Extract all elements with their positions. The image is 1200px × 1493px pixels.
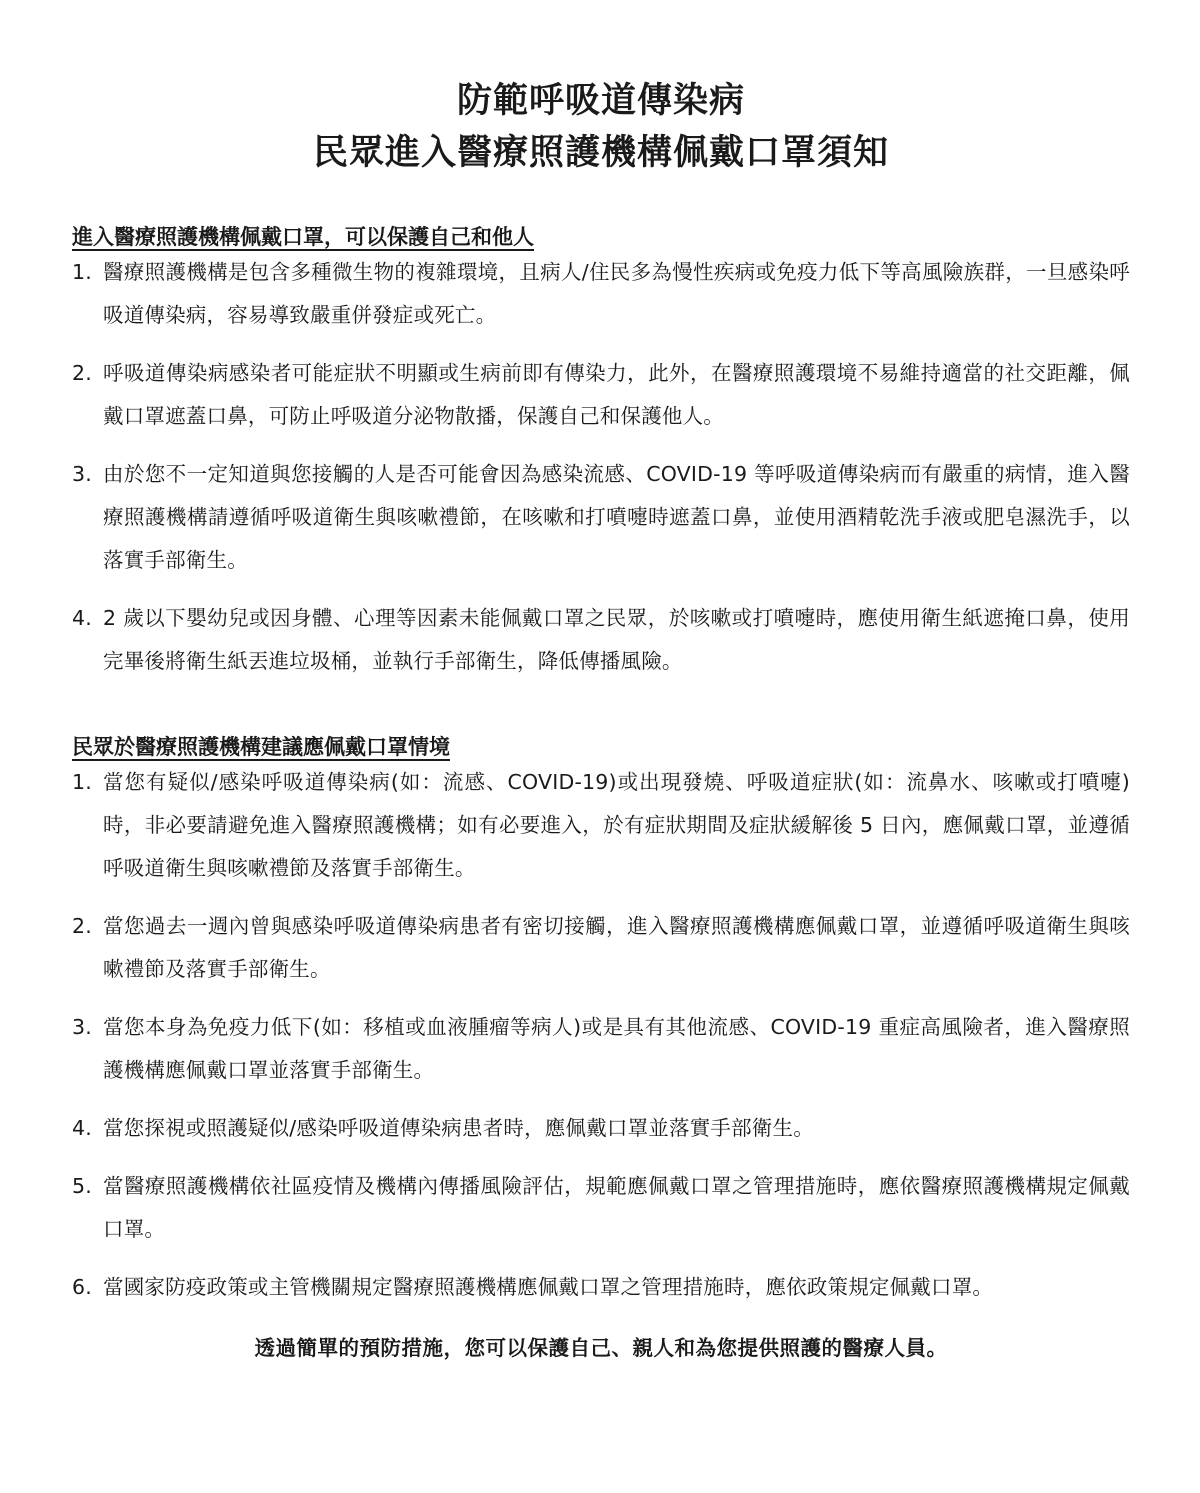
section-1-list <box>72 251 1130 683</box>
item-text: 當醫療照護機構依社區疫情及機構內傳播風險評估，規範應佩戴口罩之管理措施時，應依醫療照護機構規定佩戴口罩。 <box>103 1174 1130 1241</box>
item-text: 當國家防疫政策或主管機關規定醫療照護機構應佩戴口罩之管理措施時，應依政策規定佩戴口罩。 <box>103 1275 994 1299</box>
section-1-heading: 進入醫療照護機構佩戴口罩，可以保護自己和他人 <box>72 225 534 249</box>
list-item <box>72 597 1130 683</box>
list-item <box>72 761 1130 890</box>
item-text: 當您本身為免疫力低下(如：移植或血液腫瘤等病人)或是具有其他流感、COVID-19 重症高風險者，進入醫療照護機構應佩戴口罩並落實手部衛生。 <box>103 1015 1130 1082</box>
section-2-list <box>72 761 1130 1309</box>
item-text: 當您有疑似/感染呼吸道傳染病(如：流感、COVID-19)或出現發燒、呼吸道症狀(如：流鼻水、咳嗽或打噴嚏)時，非必要請避免進入醫療照護機構；如有必要進入，於有症狀期間及症狀緩解後 5 日內，應佩戴口罩，並遵循呼吸道衛生與咳嗽禮節及落實手部衛生。 <box>103 770 1130 880</box>
item-number: 3. <box>72 1015 92 1039</box>
list-item <box>72 251 1130 337</box>
item-number: 3. <box>72 462 92 486</box>
list-item <box>72 1107 1130 1150</box>
item-number: 1. <box>72 770 92 794</box>
item-text: 當您探視或照護疑似/感染呼吸道傳染病患者時，應佩戴口罩並落實手部衛生。 <box>103 1116 814 1140</box>
item-number: 4. <box>72 1116 92 1140</box>
item-text: 由於您不一定知道與您接觸的人是否可能會因為感染流感、COVID-19 等呼吸道傳染病而有嚴重的病情，進入醫療照護機構請遵循呼吸道衛生與咳嗽禮節，在咳嗽和打噴嚏時遮蓋口鼻，並使用酒精乾洗手液或肥皂濕洗手，以落實手部衛生。 <box>103 462 1130 572</box>
list-item <box>72 1006 1130 1092</box>
item-number: 2. <box>72 361 92 385</box>
title-line-2: 民眾進入醫療照護機構佩戴口罩須知 <box>312 133 889 173</box>
item-text: 醫療照護機構是包含多種微生物的複雜環境，且病人/住民多為慢性疾病或免疫力低下等高風險族群，一旦感染呼吸道傳染病，容易導致嚴重併發症或死亡。 <box>103 260 1130 327</box>
item-text: 2 歲以下嬰幼兒或因身體、心理等因素未能佩戴口罩之民眾，於咳嗽或打噴嚏時，應使用衛生紙遮掩口鼻，使用完畢後將衛生紙丟進垃圾桶，並執行手部衛生，降低傳播風險。 <box>103 606 1130 673</box>
item-number: 1. <box>72 260 92 284</box>
item-text: 當您過去一週內曾與感染呼吸道傳染病患者有密切接觸，進入醫療照護機構應佩戴口罩，並遵循呼吸道衛生與咳嗽禮節及落實手部衛生。 <box>103 914 1130 981</box>
item-text: 呼吸道傳染病感染者可能症狀不明顯或生病前即有傳染力，此外，在醫療照護環境不易維持適當的社交距離，佩戴口罩遮蓋口鼻，可防止呼吸道分泌物散播，保護自己和保護他人。 <box>103 361 1130 428</box>
list-item <box>72 905 1130 991</box>
list-item <box>72 352 1130 438</box>
list-item <box>72 1165 1130 1251</box>
list-item <box>72 453 1130 582</box>
section-2-heading: 民眾於醫療照護機構建議應佩戴口罩情境 <box>72 735 450 759</box>
list-item <box>72 1266 1130 1309</box>
title-line-1: 防範呼吸道傳染病 <box>456 81 745 121</box>
closing-statement: 透過簡單的預防措施，您可以保護自己、親人和為您提供照護的醫療人員。 <box>254 1336 948 1360</box>
item-number: 2. <box>72 914 92 938</box>
item-number: 6. <box>72 1275 92 1299</box>
page-title <box>72 0 1130 179</box>
item-number: 4. <box>72 606 92 630</box>
item-number: 5. <box>72 1174 92 1198</box>
